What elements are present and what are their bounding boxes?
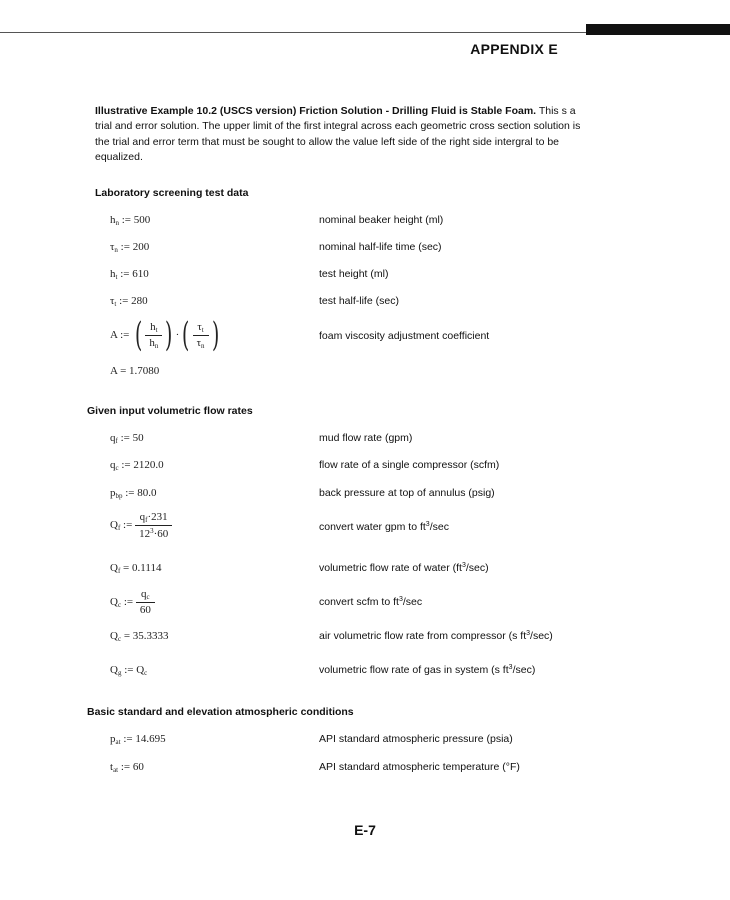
eq-pbp: $p_{bp}$ := 80.0: [110, 487, 157, 500]
eq-Qg-definition: $Q_g$ := $Q_c$: [110, 664, 148, 677]
desc-Qg: volumetric flow rate of gas in system (s $ft^3/\sec$): [319, 664, 536, 676]
appendix-label: APPENDIX E: [470, 41, 558, 57]
eq-tt: $\tau_t$ := 280: [110, 295, 148, 308]
desc-Qf-convert: convert water gpm to $ft^3/\sec$: [319, 521, 449, 533]
desc-pbp: back pressure at top of annulus (psig): [319, 487, 495, 499]
desc-tn: nominal half-life time (sec): [319, 241, 442, 253]
intro-block: [95, 104, 595, 165]
eq-A-result: A = 1.7080: [110, 365, 160, 377]
desc-hn: nominal beaker height (ml): [319, 214, 444, 226]
header-corner-bar: [586, 24, 730, 35]
intro-body: This s a trial and error solution. The upper limit of the first integral across each geometric cross section solution is the trial and error term that must be sought to allow the value left side of the right side intergral to be equalized.: [95, 105, 581, 163]
desc-tt: test half-life (sec): [319, 295, 399, 307]
desc-Qf-result: volumetric flow rate of water $(ft^3/\sec)$: [319, 562, 489, 574]
desc-tat: API standard atmospheric temperature (°F): [319, 761, 520, 773]
flow-heading: Given input volumetric flow rates: [87, 405, 253, 417]
desc-A: foam viscosity adjustment coefficient: [319, 330, 490, 342]
lab-heading: Laboratory screening test data: [95, 187, 249, 199]
eq-Qc-definition: $Q_c$ := $\frac{q_c}{60}$: [110, 588, 155, 616]
eq-tn: $\tau_n$ := 200: [110, 241, 150, 254]
eq-tat: $t_{at}$ := 60: [110, 761, 144, 774]
page-number: E-7: [354, 822, 376, 838]
eq-A-definition: A := ( $\frac{h_t}{h_n}$ ) ·( $\frac{\tau_t}{\tau_n}$ ): [110, 315, 219, 355]
desc-qf: mud flow rate (gpm): [319, 432, 413, 444]
eq-Qf-definition: $Q_f$ := $\frac{q_f\cdot 231}{12^3\cdot 60}$: [110, 511, 172, 540]
desc-qc: flow rate of a single compressor (scfm): [319, 459, 500, 471]
desc-pat: API standard atmospheric pressure (psia): [319, 733, 513, 745]
eq-qc: $q_c$ := 2120.0: [110, 459, 164, 472]
eq-hn: $h_n$ := 500: [110, 214, 151, 227]
example-title: Illustrative Example 10.2 (USCS version) Friction Solution - Drilling Fluid is Stable Foam.: [95, 105, 537, 117]
eq-Qf-result: $Q_f = 0.1114$: [110, 562, 162, 575]
desc-Qc-result: air volumetric flow rate from compressor (s $ft^3/\sec$): [319, 630, 553, 642]
eq-qf: $q_f$ := 50: [110, 432, 144, 445]
desc-ht: test height (ml): [319, 268, 389, 280]
eq-Qc-result: $Q_c = 35.3333$: [110, 630, 169, 643]
atm-heading: Basic standard and elevation atmospheric conditions: [87, 706, 354, 718]
eq-ht: $h_t$ := 610: [110, 268, 149, 281]
eq-pat: $p_{at}$ := 14.695: [110, 733, 166, 746]
desc-Qc-convert: convert scfm to $ft^3/\sec$: [319, 596, 423, 608]
